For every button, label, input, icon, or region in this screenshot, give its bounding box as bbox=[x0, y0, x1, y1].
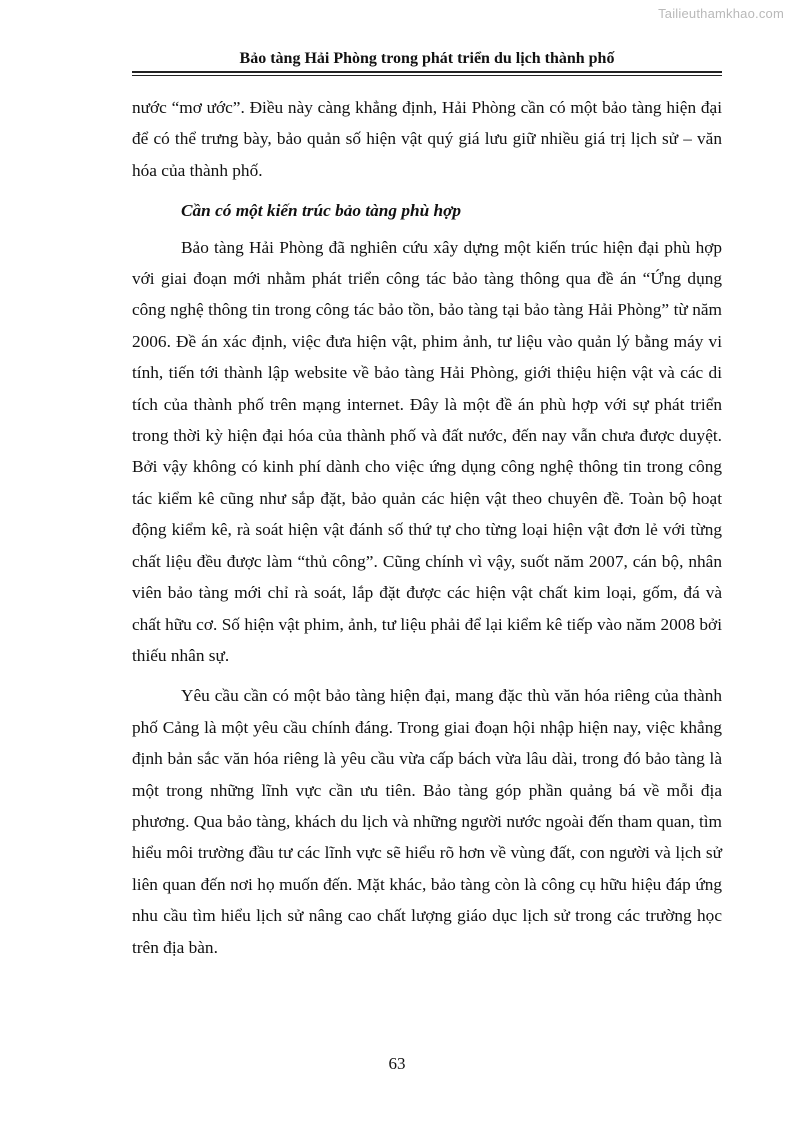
running-header-title: Bảo tàng Hải Phòng trong phát triển du lịch thành phố bbox=[239, 50, 615, 67]
header-rule-thin bbox=[132, 75, 722, 76]
paragraph: Yêu cầu cần có một bảo tàng hiện đại, mang đặc thù văn hóa riêng của thành phố Cảng là một yêu cầu chính đáng. Trong giai đoạn hội nhập hiện nay, việc khẳng định bản sắc văn hóa riêng là yêu cầu vừa cấp bách vừa lâu dài, trong đó bảo tàng là một trong những lĩnh vực cần ưu tiên. Bảo tàng góp phần quảng bá về mỗi địa phương. Qua bảo tàng, khách du lịch và những người nước ngoài đến tham quan, tìm hiểu môi trường đầu tư các lĩnh vực sẽ hiểu rõ hơn về vùng đất, con người và lịch sử liên quan đến nơi họ muốn đến. Mặt khác, bảo tàng còn là công cụ hữu hiệu đáp ứng nhu cầu tìm hiểu lịch sử nâng cao chất lượng giáo dục lịch sử trong các trường học trên địa bàn. bbox=[132, 686, 722, 957]
paragraph-continued: nước “mơ ước”. Điều này càng khẳng định, Hải Phòng cần có một bảo tàng hiện đại để có thể trưng bày, bảo quản số hiện vật quý giá lưu giữ nhiều giá trị lịch sử – văn hóa của thành phố. bbox=[132, 98, 722, 180]
paragraph: Bảo tàng Hải Phòng đã nghiên cứu xây dựng một kiến trúc hiện đại phù hợp với giai đoạn mới nhằm phát triển công tác bảo tàng thông qua đề án “Ứng dụng công nghệ thông tin trong công tác bảo tồn, bảo tàng tại bảo tàng Hải Phòng” từ năm 2006. Đề án xác định, việc đưa hiện vật, phim ảnh, tư liệu vào quản lý bằng máy vi tính, tiến tới thành lập website về bảo tàng Hải Phòng, giới thiệu hiện vật và các di tích của thành phố trên mạng internet. Đây là một đề án phù hợp với sự phát triển trong thời kỳ hiện đại hóa của thành phố và đất nước, đến nay vẫn chưa được duyệt. Bởi vậy không có kinh phí dành cho việc ứng dụng công nghệ thông tin trong công tác kiểm kê cũng như sắp đặt, bảo quản các hiện vật theo chuyên đề. Toàn bộ hoạt động kiểm kê, rà soát hiện vật đánh số thứ tự cho từng loại hiện vật đơn lẻ với từng chất liệu đều được làm “thủ công”. Cũng chính vì vậy, suốt năm 2007, cán bộ, nhân viên bảo tàng mới chỉ rà soát, lắp đặt được các hiện vật chất kim loại, gốm, đá và chất hữu cơ. Số hiện vật phim, ảnh, tư liệu phải để lại kiểm kê tiếp vào năm 2008 bởi thiếu nhân sự. bbox=[132, 237, 722, 665]
page-body bbox=[132, 92, 722, 963]
header-rule-thick bbox=[132, 71, 722, 73]
page-number: 63 bbox=[388, 1054, 406, 1073]
section-subheading: Cần có một kiến trúc bảo tàng phù hợp bbox=[181, 201, 462, 221]
watermark: Tailieuthamkhao.com bbox=[658, 6, 784, 21]
